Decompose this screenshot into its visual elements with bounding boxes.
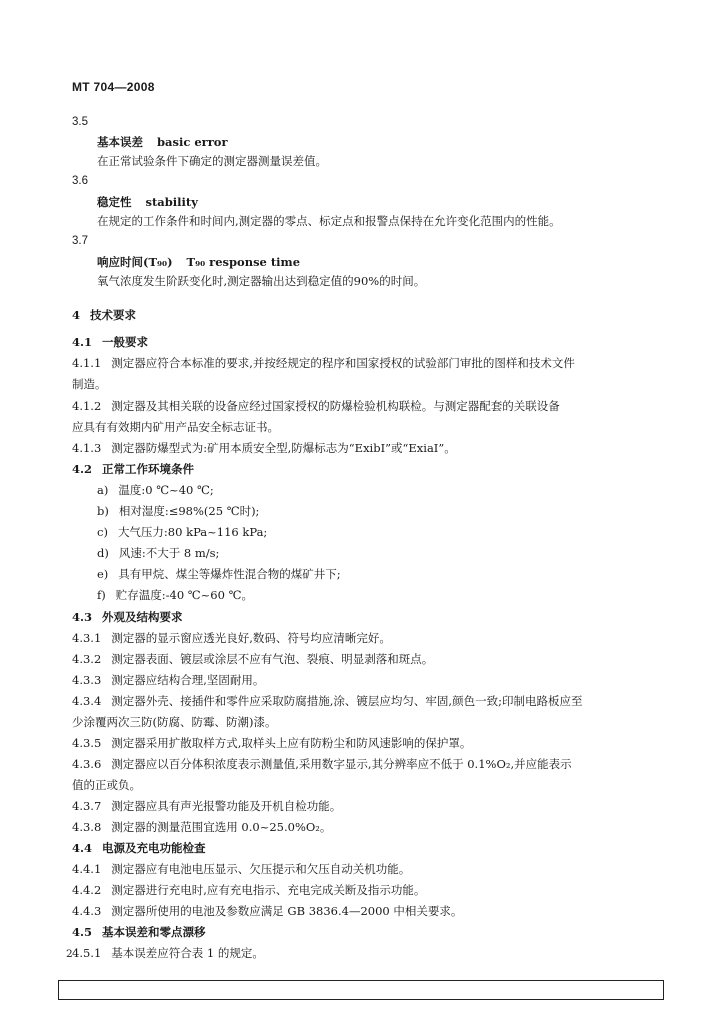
section-number: 4.3 [72, 610, 93, 624]
clause-4-4-1 [72, 861, 410, 877]
clause-number: 4.3.2 [72, 652, 102, 666]
section-4-heading [72, 307, 136, 323]
term-en: stability [145, 195, 198, 209]
env-item-a [97, 482, 214, 498]
clause-text: 测定器进行充电时,应有充电指示、充电完成关断及指示功能。 [111, 883, 426, 897]
section-title: 外观及结构要求 [102, 610, 183, 624]
clause-text: 测定器的显示窗应透光良好,数码、符号均应清晰完好。 [111, 631, 391, 645]
bottom-frame [58, 980, 664, 1000]
clause-4-5-1 [72, 945, 264, 961]
clause-number: 4.3.6 [72, 757, 102, 771]
clause-4-3-8 [72, 819, 331, 835]
section-title: 基本误差和零点漂移 [102, 925, 206, 939]
section-title: 电源及充电功能检查 [102, 841, 206, 855]
clause-number: 4.1.1 [72, 356, 102, 370]
section-4-5-heading [72, 924, 206, 940]
clause-4-3-4-line1 [72, 693, 582, 709]
item-text: 具有甲烷、煤尘等爆炸性混合物的煤矿井下; [118, 567, 341, 581]
clause-4-3-6-line2: 值的正或负。 [72, 778, 141, 792]
clause-3-5-term [97, 134, 228, 150]
clause-text: 测定器防爆型式为:矿用本质安全型,防爆标志为“ExibI”或“ExiaI”。 [111, 441, 456, 455]
item-label: b) [97, 504, 109, 518]
section-4-1-heading [72, 334, 148, 350]
term-cn: 响应时间(T₉₀) [97, 255, 173, 269]
clause-number: 4.3.4 [72, 694, 102, 708]
section-4-4-heading [72, 840, 206, 856]
section-title: 一般要求 [102, 335, 149, 349]
clause-4-3-7 [72, 798, 341, 814]
clause-4-1-2-line1 [72, 398, 560, 414]
clause-number: 4.3.8 [72, 820, 102, 834]
clause-3-7-term [97, 254, 300, 270]
clause-number: 4.3.1 [72, 631, 102, 645]
clause-number: 4.3.5 [72, 736, 102, 750]
clause-number: 4.3.7 [72, 799, 102, 813]
term-cn: 稳定性 [97, 195, 132, 209]
item-text: 贮存温度:-40 ℃~60 ℃。 [115, 588, 253, 602]
clause-3-6-number: 3.6 [72, 175, 88, 187]
clause-number: 4.4.2 [72, 883, 102, 897]
clause-text: 测定器采用扩散取样方式,取样头上应有防粉尘和防风速影响的保护罩。 [111, 736, 472, 750]
clause-4-3-5 [72, 735, 471, 751]
section-4-3-heading [72, 609, 183, 625]
clause-text: 测定器所使用的电池及参数应满足 GB 3836.4—2000 中相关要求。 [111, 904, 463, 918]
clause-4-1-3 [72, 440, 456, 456]
page-number: 2 [66, 948, 73, 960]
clause-number: 4.5.1 [72, 946, 102, 960]
section-title: 正常工作环境条件 [102, 462, 195, 476]
env-item-d [97, 545, 219, 561]
clause-4-4-2 [72, 882, 425, 898]
clause-4-3-1 [72, 630, 391, 646]
clause-text: 测定器应有电池电压显示、欠压提示和欠压自动关机功能。 [111, 862, 411, 876]
clause-3-6-definition: 在规定的工作条件和时间内,测定器的零点、标定点和报警点保持在允许变化范围内的性能。 [97, 214, 561, 228]
clause-text: 测定器及其相关联的设备应经过国家授权的防爆检验机构联检。与测定器配套的关联设备 [111, 399, 560, 413]
clause-text: 测定器外壳、接插件和零件应采取防腐措施,涂、镀层应均匀、牢固,颜色一致;印制电路板应至 [111, 694, 583, 708]
clause-4-1-1-line2: 制造。 [72, 377, 107, 391]
clause-number: 4.3.3 [72, 673, 102, 687]
clause-3-5-number: 3.5 [72, 116, 88, 128]
section-number: 4.2 [72, 462, 93, 476]
clause-text: 测定器应以百分体积浓度表示测量值,采用数字显示,其分辨率应不低于 0.1%O₂,并应能表示 [111, 757, 572, 771]
item-text: 温度:0 ℃~40 ℃; [118, 483, 214, 497]
item-label: e) [97, 567, 109, 581]
clause-4-3-6-line1 [72, 756, 572, 772]
clause-text: 基本误差应符合表 1 的规定。 [111, 946, 264, 960]
item-label: d) [97, 546, 109, 560]
clause-number: 4.1.3 [72, 441, 102, 455]
env-item-f [97, 587, 253, 603]
clause-4-1-1-line1 [72, 355, 575, 371]
section-number: 4 [72, 308, 81, 322]
section-number: 4.1 [72, 335, 93, 349]
env-item-e [97, 566, 341, 582]
clause-3-7-definition: 氧气浓度发生阶跃变化时,测定器输出达到稳定值的90%的时间。 [97, 274, 426, 288]
clause-number: 4.4.1 [72, 862, 102, 876]
clause-number: 4.4.3 [72, 904, 102, 918]
clause-3-5-definition: 在正常试验条件下确定的测定器测量误差值。 [97, 154, 327, 168]
clause-number: 4.1.2 [72, 399, 102, 413]
document-header: MT 704—2008 [72, 80, 155, 94]
clause-4-3-3 [72, 672, 264, 688]
item-label: f) [97, 588, 106, 602]
clause-3-6-term [97, 194, 198, 210]
clause-4-1-2-line2: 应具有有效期内矿用产品安全标志证书。 [72, 420, 279, 434]
clause-4-4-3 [72, 903, 462, 919]
term-en: T₉₀ response time [186, 255, 301, 269]
clause-text: 测定器的测量范围宜选用 0.0~25.0%O₂。 [111, 820, 332, 834]
clause-4-3-2 [72, 651, 433, 667]
clause-text: 测定器应结构合理,坚固耐用。 [111, 673, 265, 687]
clause-4-3-4-line2: 少涂覆两次三防(防腐、防霉、防潮)漆。 [72, 715, 277, 729]
item-text: 大气压力:80 kPa~116 kPa; [117, 525, 268, 539]
clause-text: 测定器应符合本标准的要求,并按经规定的程序和国家授权的试验部门审批的图样和技术文件 [111, 356, 575, 370]
term-en: basic error [157, 135, 228, 149]
clause-text: 测定器表面、镀层或涂层不应有气泡、裂痕、明显剥落和斑点。 [111, 652, 434, 666]
clause-3-7-number: 3.7 [72, 235, 88, 247]
item-text: 风速:不大于 8 m/s; [118, 546, 220, 560]
env-item-b [97, 503, 259, 519]
item-text: 相对湿度:≤98%(25 ℃时); [118, 504, 260, 518]
term-cn: 基本误差 [97, 135, 143, 149]
item-label: c) [97, 525, 108, 539]
section-title: 技术要求 [90, 308, 137, 322]
section-number: 4.4 [72, 841, 93, 855]
section-number: 4.5 [72, 925, 93, 939]
env-item-c [97, 524, 267, 540]
clause-text: 测定器应具有声光报警功能及开机自检功能。 [111, 799, 342, 813]
item-label: a) [97, 483, 109, 497]
section-4-2-heading [72, 461, 194, 477]
